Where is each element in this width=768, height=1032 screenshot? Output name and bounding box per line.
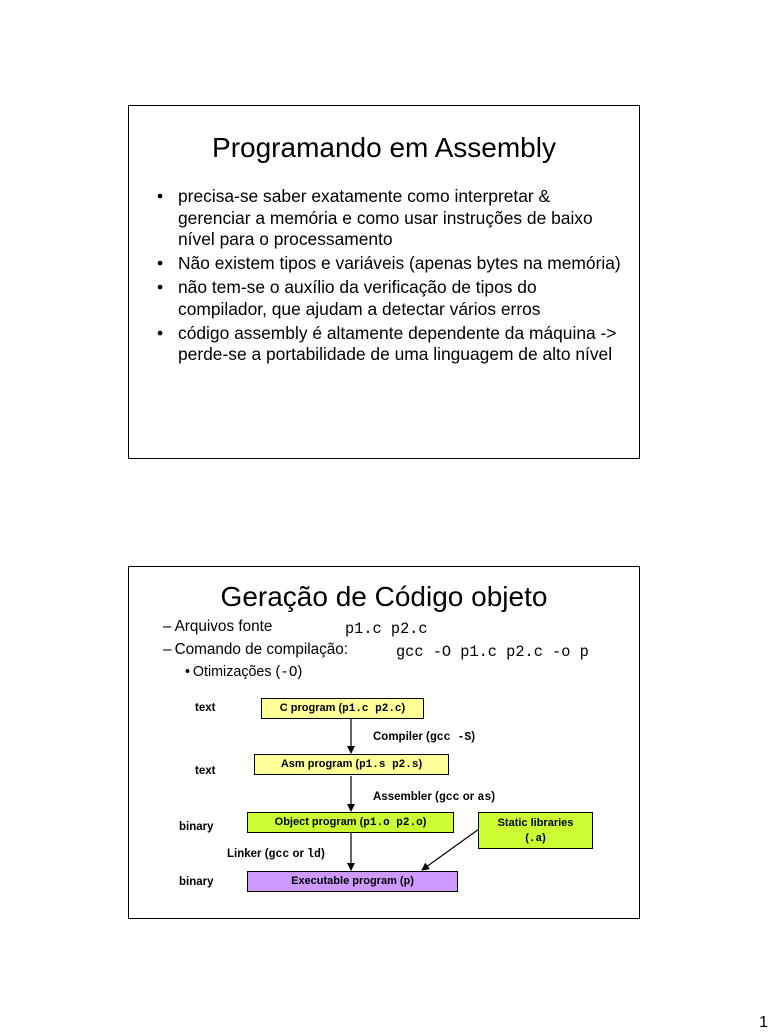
sources-files: p1.c p2.c	[345, 620, 428, 638]
linker-or: or	[289, 848, 308, 860]
page-number: 1	[759, 1014, 768, 1031]
c-program-box	[261, 698, 424, 719]
c-program-close: )	[401, 702, 406, 714]
slide-title: Geração de Código objeto	[220, 581, 548, 612]
optimizations-label: Otimizações (	[192, 664, 281, 680]
bullet-item: • não tem-se o auxílio da verificação de tipos do compilador, que ajudam a detectar vários erros	[153, 277, 623, 320]
slide-title: Programando em Assembly	[212, 132, 556, 163]
executable-program-box	[247, 871, 458, 892]
static-libraries-files: .a	[528, 833, 543, 845]
bullet-list	[153, 186, 623, 368]
static-libraries-box	[478, 812, 593, 849]
bullet-item: • código assembly é altamente dependente da máquina -> perde-se a portabilidade de uma linguagem de alto nível	[153, 323, 623, 366]
linker-cmd-gcc: gcc	[268, 848, 290, 861]
object-program-close: )	[422, 816, 427, 828]
slide-geracao-codigo	[128, 566, 640, 919]
static-libraries-label: Static libraries	[497, 817, 574, 829]
executable-program-close: )	[410, 875, 414, 887]
assembler-label	[373, 791, 495, 804]
object-program-label: Object program (	[274, 816, 364, 828]
asm-program-close: )	[418, 758, 423, 770]
asm-program-label: Asm program (	[280, 758, 360, 770]
optimizations-close: )	[297, 664, 303, 680]
row-label-text: text	[195, 702, 216, 714]
command-item: – Comando de compilação:	[163, 641, 349, 658]
optimizations-flag: -O	[280, 665, 298, 681]
sources-label: Arquivos fonte	[174, 618, 273, 635]
object-program-files: p1.o p2.o	[363, 817, 423, 829]
sources-item: – Arquivos fonte	[163, 618, 273, 635]
object-program-box	[247, 812, 454, 833]
asm-program-box	[254, 754, 449, 775]
row-label-text: text	[195, 765, 216, 777]
slide-programando-assembly	[128, 105, 640, 459]
command-value: gcc -O p1.c p2.c -o p	[396, 643, 589, 661]
linker-cmd-ld: ld	[307, 848, 321, 861]
c-program-label: C program (	[279, 702, 343, 714]
bullet-item: • precisa-se saber exatamente como interpretar & gerenciar a memória e como usar instruções de baixo nível para o processamento	[153, 186, 623, 251]
static-libraries-open: (	[525, 832, 529, 844]
linker-text: Linker (	[227, 848, 269, 860]
compiler-cmd: gcc -S	[429, 731, 472, 744]
arrow-libraries-to-executable	[422, 829, 479, 870]
compiler-text: Compiler (	[373, 731, 430, 743]
bullet-item: • Não existem tipos e variáveis (apenas bytes na memória)	[153, 253, 623, 275]
static-libraries-ext	[479, 831, 592, 847]
assembler-close: )	[491, 791, 496, 803]
row-label-binary: binary	[179, 821, 214, 833]
compiler-label	[373, 731, 475, 744]
compiler-close: )	[471, 731, 476, 743]
asm-program-files: p1.s p2.s	[359, 759, 419, 771]
c-program-files: p1.c p2.c	[342, 703, 402, 715]
linker-close: )	[320, 848, 325, 860]
command-label: Comando de compilação:	[174, 641, 349, 658]
optimizations-item: • Otimizações (-O)	[185, 664, 303, 681]
executable-program-files: p	[403, 876, 411, 888]
static-libraries-close: )	[542, 832, 546, 844]
linker-label	[227, 848, 325, 861]
assembler-text: Assembler (	[373, 791, 439, 803]
assembler-or: or	[459, 791, 478, 803]
assembler-cmd-as: as	[477, 791, 492, 804]
row-label-binary: binary	[179, 876, 214, 888]
executable-program-label: Executable program (	[291, 875, 404, 887]
assembler-cmd-gcc: gcc	[438, 791, 460, 804]
